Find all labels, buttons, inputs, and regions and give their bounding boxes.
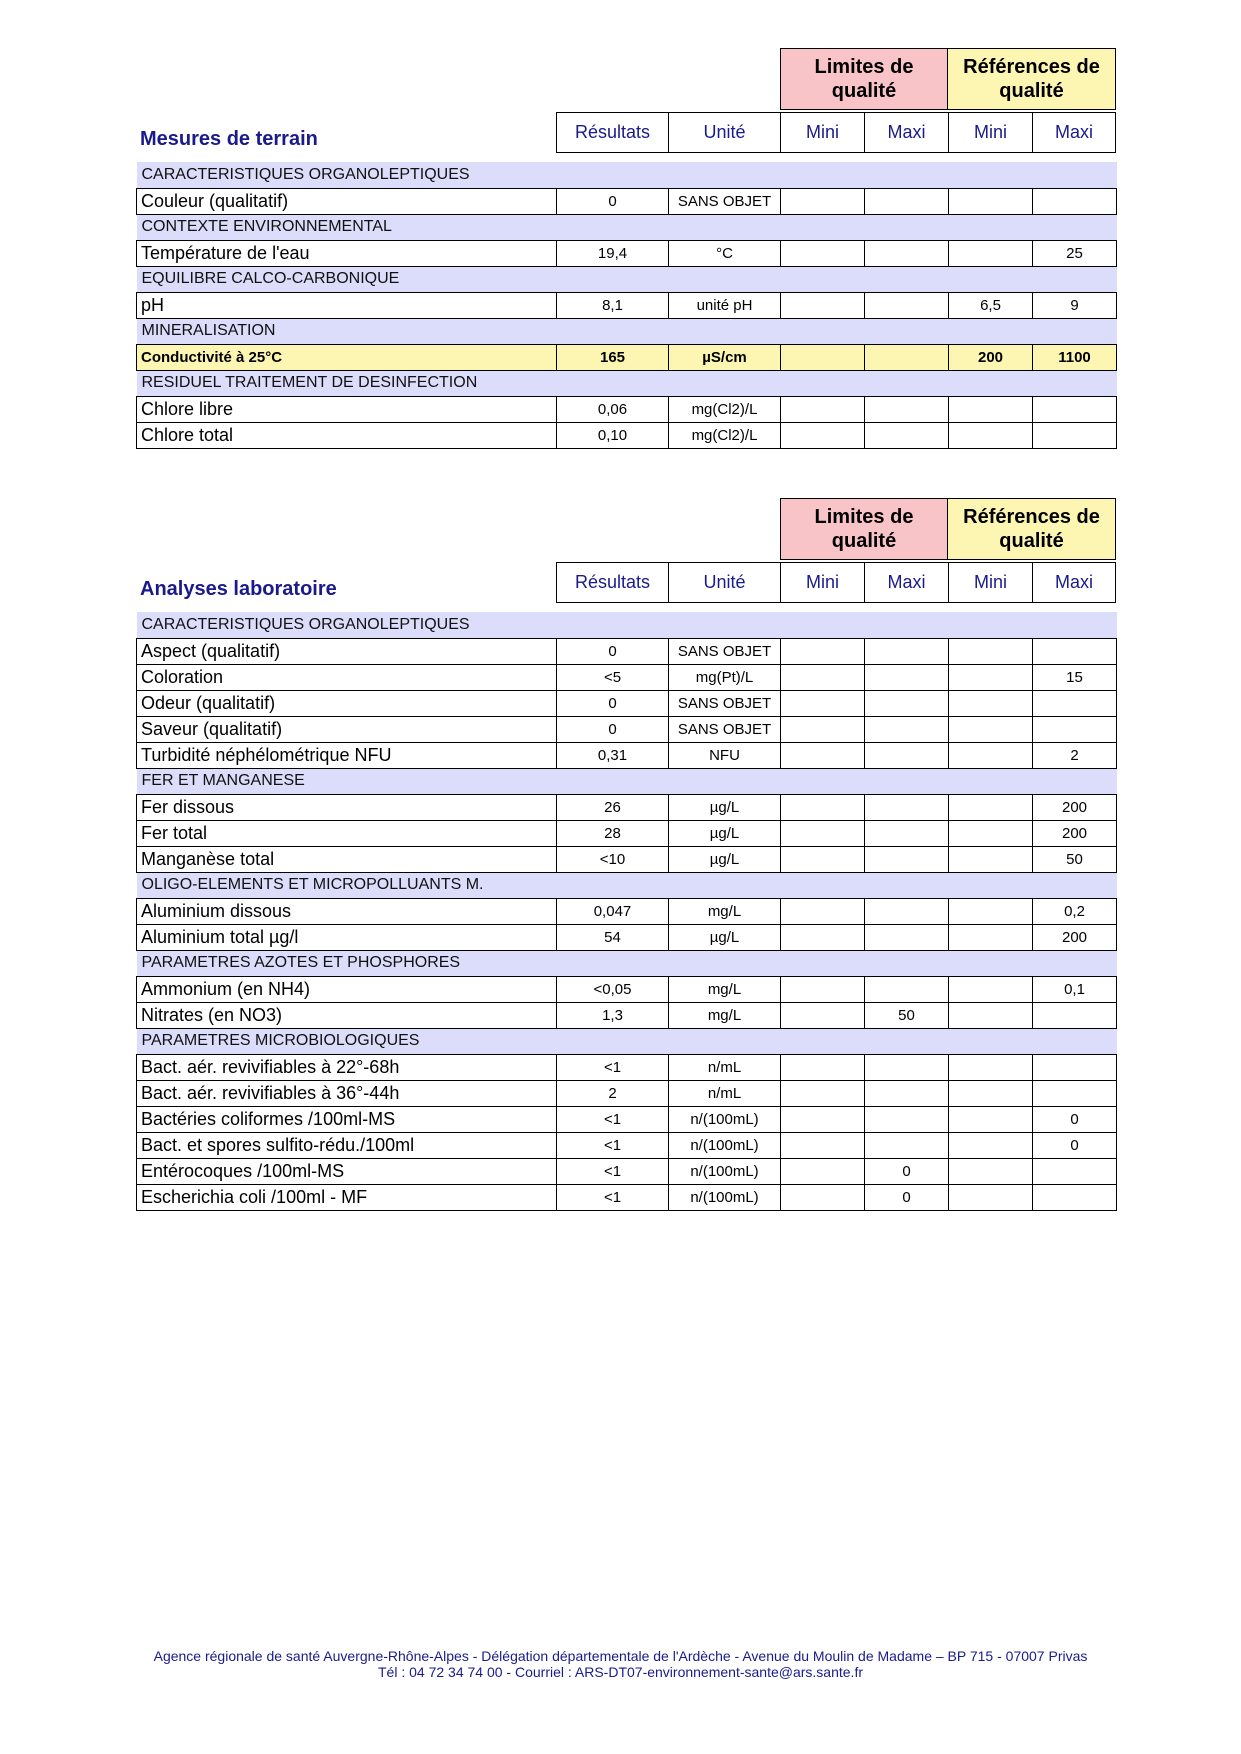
reference-maxi-value: 9 [1033, 292, 1117, 318]
parameter-row [137, 794, 1117, 820]
reference-maxi-value [1033, 1184, 1117, 1210]
reference-maxi-value: 200 [1033, 820, 1117, 846]
reference-mini-value [949, 1106, 1033, 1132]
terrain-block [136, 48, 1116, 449]
category-label: RESIDUEL TRAITEMENT DE DESINFECTION [137, 370, 1117, 396]
unit-value: NFU [669, 742, 781, 768]
parameter-row [137, 690, 1117, 716]
category-label: MINERALISATION [137, 318, 1117, 344]
reference-maxi-value [1033, 690, 1117, 716]
limit-mini-value [781, 898, 865, 924]
parameter-name: Couleur (qualitatif) [137, 188, 557, 214]
result-value: 8,1 [557, 292, 669, 318]
limit-maxi-value: 50 [865, 1002, 949, 1028]
category-row [137, 950, 1117, 976]
reference-mini-value [949, 976, 1033, 1002]
limites-qualite-header: Limites de qualité [780, 48, 948, 110]
limit-maxi-value [865, 396, 949, 422]
parameter-row [137, 1002, 1117, 1028]
limit-mini-value [781, 924, 865, 950]
parameter-row [137, 1184, 1117, 1210]
category-label: CONTEXTE ENVIRONNEMENTAL [137, 214, 1117, 240]
reference-mini-value [949, 422, 1033, 448]
limit-mini-value [781, 820, 865, 846]
category-row [137, 768, 1117, 794]
limit-mini-value [781, 1106, 865, 1132]
col-reference-mini: Mini [948, 562, 1033, 603]
limit-maxi-value [865, 794, 949, 820]
unit-value: n/(100mL) [669, 1106, 781, 1132]
category-row [137, 162, 1117, 188]
reference-maxi-value: 200 [1033, 794, 1117, 820]
limit-maxi-value [865, 924, 949, 950]
parameter-row [137, 846, 1117, 872]
reference-maxi-value: 0,1 [1033, 976, 1117, 1002]
limit-mini-value [781, 292, 865, 318]
parameter-name: Ammonium (en NH4) [137, 976, 557, 1002]
limit-maxi-value [865, 1080, 949, 1106]
col-reference-maxi: Maxi [1032, 562, 1116, 603]
limit-mini-value [781, 1002, 865, 1028]
reference-mini-value [949, 742, 1033, 768]
category-row [137, 266, 1117, 292]
parameter-name: Bactéries coliformes /100ml-MS [137, 1106, 557, 1132]
reference-mini-value: 200 [949, 344, 1033, 370]
reference-maxi-value [1033, 1158, 1117, 1184]
col-limite-mini: Mini [780, 562, 865, 603]
unit-value: mg/L [669, 976, 781, 1002]
limit-maxi-value [865, 716, 949, 742]
result-value: 28 [557, 820, 669, 846]
reference-maxi-value [1033, 1054, 1117, 1080]
category-row [137, 1028, 1117, 1054]
col-limite-mini: Mini [780, 112, 865, 153]
unit-value: mg/L [669, 898, 781, 924]
parameter-row [137, 396, 1117, 422]
reference-mini-value [949, 1080, 1033, 1106]
reference-maxi-value: 50 [1033, 846, 1117, 872]
parameter-row [137, 1106, 1117, 1132]
limit-maxi-value [865, 1132, 949, 1158]
limit-mini-value [781, 690, 865, 716]
parameter-name: Odeur (qualitatif) [137, 690, 557, 716]
reference-maxi-value [1033, 716, 1117, 742]
reference-maxi-value [1033, 1002, 1117, 1028]
unit-value: n/mL [669, 1054, 781, 1080]
result-value: 0,31 [557, 742, 669, 768]
reference-maxi-value: 2 [1033, 742, 1117, 768]
limit-mini-value [781, 188, 865, 214]
labo-header [136, 498, 1116, 612]
category-label: PARAMETRES MICROBIOLOGIQUES [137, 1028, 1117, 1054]
col-unite: Unité [668, 562, 781, 603]
section-title: Analyses laboratoire [140, 578, 337, 600]
result-value: 0 [557, 638, 669, 664]
reference-mini-value [949, 1158, 1033, 1184]
limit-mini-value [781, 1184, 865, 1210]
col-reference-mini: Mini [948, 112, 1033, 153]
unit-value: n/mL [669, 1080, 781, 1106]
parameter-name: Escherichia coli /100ml - MF [137, 1184, 557, 1210]
reference-mini-value: 6,5 [949, 292, 1033, 318]
parameter-row [137, 742, 1117, 768]
parameter-row [137, 240, 1117, 266]
parameter-row [137, 292, 1117, 318]
terrain-table [136, 162, 1117, 449]
parameter-row [137, 344, 1117, 370]
limites-qualite-header: Limites de qualité [780, 498, 948, 560]
parameter-row [137, 1054, 1117, 1080]
limit-mini-value [781, 344, 865, 370]
category-label: PARAMETRES AZOTES ET PHOSPHORES [137, 950, 1117, 976]
reference-maxi-value [1033, 638, 1117, 664]
limit-maxi-value [865, 820, 949, 846]
unit-value: SANS OBJET [669, 716, 781, 742]
reference-maxi-value: 0,2 [1033, 898, 1117, 924]
limit-maxi-value [865, 240, 949, 266]
reference-mini-value [949, 1184, 1033, 1210]
parameter-name: Chlore total [137, 422, 557, 448]
page-footer [0, 1648, 1241, 1680]
category-label: CARACTERISTIQUES ORGANOLEPTIQUES [137, 162, 1117, 188]
reference-maxi-value: 25 [1033, 240, 1117, 266]
limit-mini-value [781, 846, 865, 872]
reference-mini-value [949, 898, 1033, 924]
parameter-name: Manganèse total [137, 846, 557, 872]
parameter-row [137, 1158, 1117, 1184]
reference-mini-value [949, 794, 1033, 820]
reference-maxi-value [1033, 188, 1117, 214]
unit-value: unité pH [669, 292, 781, 318]
result-value: <1 [557, 1106, 669, 1132]
limit-maxi-value [865, 846, 949, 872]
parameter-name: Bact. et spores sulfito-rédu./100ml [137, 1132, 557, 1158]
col-unite: Unité [668, 112, 781, 153]
reference-mini-value [949, 1132, 1033, 1158]
parameter-row [137, 188, 1117, 214]
parameter-name: Coloration [137, 664, 557, 690]
category-label: OLIGO-ELEMENTS ET MICROPOLLUANTS M. [137, 872, 1117, 898]
result-value: 26 [557, 794, 669, 820]
parameter-name: Saveur (qualitatif) [137, 716, 557, 742]
limit-maxi-value [865, 898, 949, 924]
reference-mini-value [949, 1054, 1033, 1080]
reference-maxi-value [1033, 396, 1117, 422]
reference-maxi-value: 0 [1033, 1132, 1117, 1158]
reference-mini-value [949, 396, 1033, 422]
reference-mini-value [949, 716, 1033, 742]
unit-value: n/(100mL) [669, 1184, 781, 1210]
col-resultats: Résultats [556, 112, 669, 153]
reference-mini-value [949, 638, 1033, 664]
limit-mini-value [781, 742, 865, 768]
limit-mini-value [781, 1158, 865, 1184]
reference-mini-value [949, 820, 1033, 846]
category-label: CARACTERISTIQUES ORGANOLEPTIQUES [137, 612, 1117, 638]
result-value: <5 [557, 664, 669, 690]
limit-mini-value [781, 1132, 865, 1158]
reference-mini-value [949, 1002, 1033, 1028]
limit-mini-value [781, 396, 865, 422]
limit-mini-value [781, 1054, 865, 1080]
result-value: 1,3 [557, 1002, 669, 1028]
parameter-row [137, 422, 1117, 448]
limit-mini-value [781, 976, 865, 1002]
reference-mini-value [949, 188, 1033, 214]
parameter-name: Bact. aér. revivifiables à 36°-44h [137, 1080, 557, 1106]
parameter-name: Turbidité néphélométrique NFU [137, 742, 557, 768]
parameter-row [137, 716, 1117, 742]
result-value: 165 [557, 344, 669, 370]
unit-value: °C [669, 240, 781, 266]
parameter-row [137, 664, 1117, 690]
limit-maxi-value [865, 638, 949, 664]
limit-maxi-value [865, 1054, 949, 1080]
unit-value: n/(100mL) [669, 1158, 781, 1184]
parameter-name: Entérocoques /100ml-MS [137, 1158, 557, 1184]
parameter-name: Conductivité à 25°C [137, 344, 557, 370]
limit-maxi-value [865, 690, 949, 716]
limit-maxi-value: 0 [865, 1184, 949, 1210]
reference-maxi-value: 15 [1033, 664, 1117, 690]
parameter-row [137, 638, 1117, 664]
parameter-name: Aspect (qualitatif) [137, 638, 557, 664]
limit-maxi-value [865, 422, 949, 448]
result-value: 0,06 [557, 396, 669, 422]
reference-maxi-value [1033, 1080, 1117, 1106]
unit-value: µg/L [669, 924, 781, 950]
reference-maxi-value: 1100 [1033, 344, 1117, 370]
reference-maxi-value [1033, 422, 1117, 448]
col-limite-maxi: Maxi [864, 112, 949, 153]
result-value: <0,05 [557, 976, 669, 1002]
limit-mini-value [781, 794, 865, 820]
footer-contact: Tél : 04 72 34 74 00 - Courriel : ARS-DT07-environnement-sante@ars.sante.fr [378, 1664, 863, 1680]
reference-mini-value [949, 240, 1033, 266]
section-title: Mesures de terrain [140, 128, 318, 150]
limit-maxi-value: 0 [865, 1158, 949, 1184]
reference-maxi-value: 0 [1033, 1106, 1117, 1132]
category-row [137, 214, 1117, 240]
reference-mini-value [949, 924, 1033, 950]
col-limite-maxi: Maxi [864, 562, 949, 603]
unit-value: mg(Pt)/L [669, 664, 781, 690]
result-value: <1 [557, 1184, 669, 1210]
unit-value: mg/L [669, 1002, 781, 1028]
unit-value: SANS OBJET [669, 638, 781, 664]
category-row [137, 872, 1117, 898]
col-resultats: Résultats [556, 562, 669, 603]
result-value: <10 [557, 846, 669, 872]
result-value: 2 [557, 1080, 669, 1106]
parameter-row [137, 924, 1117, 950]
labo-table [136, 612, 1117, 1211]
parameter-row [137, 820, 1117, 846]
terrain-header [136, 48, 1116, 162]
result-value: 0,047 [557, 898, 669, 924]
category-row [137, 612, 1117, 638]
references-qualite-header: Références de qualité [947, 48, 1116, 110]
footer-address: Agence régionale de santé Auvergne-Rhône-Alpes - Délégation départementale de l'Ardèche - Avenue du Moulin de Madame – BP 715 - 07007 Privas [153, 1648, 1088, 1664]
parameter-row [137, 976, 1117, 1002]
limit-maxi-value [865, 742, 949, 768]
column-header-row [136, 112, 1116, 153]
reference-mini-value [949, 846, 1033, 872]
reference-maxi-value: 200 [1033, 924, 1117, 950]
unit-value: µg/L [669, 846, 781, 872]
parameter-name: Chlore libre [137, 396, 557, 422]
parameter-name: Fer dissous [137, 794, 557, 820]
references-qualite-header: Références de qualité [947, 498, 1116, 560]
column-header-row [136, 562, 1116, 603]
parameter-name: Aluminium total µg/l [137, 924, 557, 950]
parameter-name: pH [137, 292, 557, 318]
parameter-row [137, 1132, 1117, 1158]
result-value: 0,10 [557, 422, 669, 448]
unit-value: SANS OBJET [669, 690, 781, 716]
unit-value: mg(Cl2)/L [669, 396, 781, 422]
limit-mini-value [781, 1080, 865, 1106]
limit-mini-value [781, 240, 865, 266]
limit-maxi-value [865, 976, 949, 1002]
col-reference-maxi: Maxi [1032, 112, 1116, 153]
limit-maxi-value [865, 1106, 949, 1132]
limit-maxi-value [865, 344, 949, 370]
unit-value: mg(Cl2)/L [669, 422, 781, 448]
unit-value: µg/L [669, 820, 781, 846]
parameter-name: Aluminium dissous [137, 898, 557, 924]
parameter-row [137, 898, 1117, 924]
result-value: <1 [557, 1132, 669, 1158]
result-value: 0 [557, 188, 669, 214]
unit-value: µg/L [669, 794, 781, 820]
category-row [137, 370, 1117, 396]
result-value: <1 [557, 1158, 669, 1184]
reference-mini-value [949, 690, 1033, 716]
limit-mini-value [781, 716, 865, 742]
result-value: <1 [557, 1054, 669, 1080]
parameter-name: Température de l'eau [137, 240, 557, 266]
parameter-row [137, 1080, 1117, 1106]
category-label: FER ET MANGANESE [137, 768, 1117, 794]
category-row [137, 318, 1117, 344]
parameter-name: Bact. aér. revivifiables à 22°-68h [137, 1054, 557, 1080]
limit-maxi-value [865, 292, 949, 318]
result-value: 19,4 [557, 240, 669, 266]
limit-maxi-value [865, 188, 949, 214]
parameter-name: Fer total [137, 820, 557, 846]
result-value: 0 [557, 716, 669, 742]
result-value: 0 [557, 690, 669, 716]
reference-mini-value [949, 664, 1033, 690]
limit-mini-value [781, 664, 865, 690]
result-value: 54 [557, 924, 669, 950]
labo-block [136, 498, 1116, 1211]
category-label: EQUILIBRE CALCO-CARBONIQUE [137, 266, 1117, 292]
parameter-name: Nitrates (en NO3) [137, 1002, 557, 1028]
limit-maxi-value [865, 664, 949, 690]
unit-value: µS/cm [669, 344, 781, 370]
limit-mini-value [781, 638, 865, 664]
limit-mini-value [781, 422, 865, 448]
unit-value: n/(100mL) [669, 1132, 781, 1158]
unit-value: SANS OBJET [669, 188, 781, 214]
